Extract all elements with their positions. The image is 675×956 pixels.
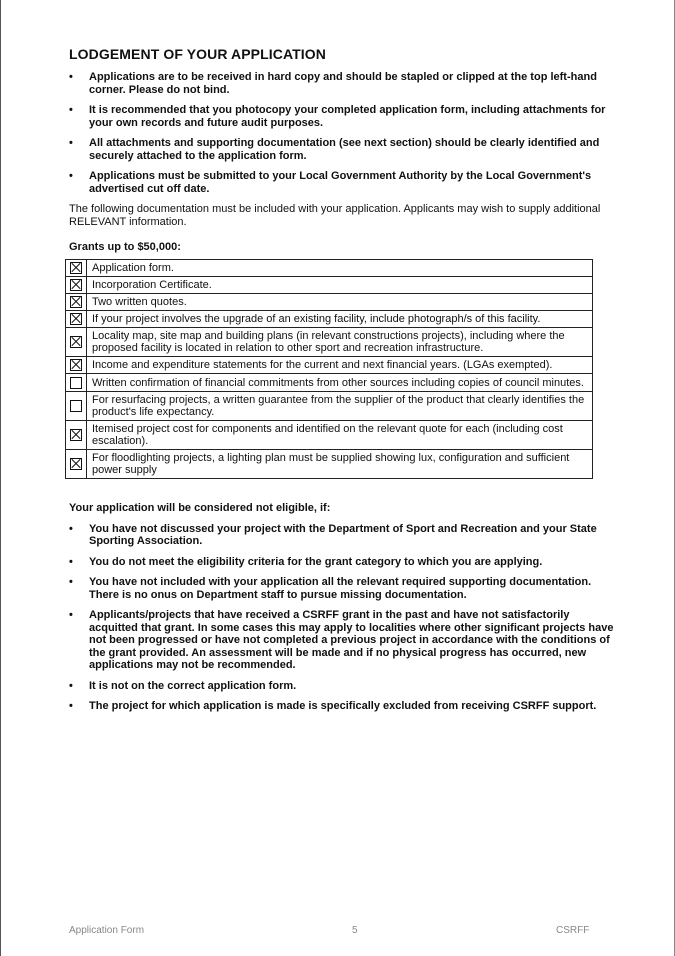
checked-box-icon[interactable] [70, 429, 82, 441]
checklist-row [66, 374, 593, 391]
checkbox-cell [66, 311, 87, 328]
checkbox-cell [66, 328, 87, 357]
lodgement-item: • Applications are to be received in hard copy and should be stapled or clipped at the top left-hand corner. Please do not bind. [69, 71, 614, 96]
checklist-item-text: Itemised project cost for components and identified on the relevant quote for each (including cost escalation). [87, 420, 593, 449]
checked-box-icon[interactable] [70, 279, 82, 291]
checkbox-cell [66, 374, 87, 391]
footer-form-name: Application Form [69, 925, 145, 936]
checklist-row [66, 294, 593, 311]
grants-heading: Grants up to $50,000: [69, 241, 181, 253]
checkbox-cell [66, 420, 87, 449]
checkbox-cell [66, 294, 87, 311]
checklist-item-text: Two written quotes. [87, 294, 593, 311]
ineligible-item: • You have not included with your application all the relevant required supporting documentation. There is no onus on Department staff to pursue missing documentation. [69, 576, 614, 601]
ineligible-item: • Applicants/projects that have received a CSRFF grant in the past and have not satisfactorily acquitted that grant. In some cases this may apply to localities where other significant projects have not been progressed or have not completed a previous project in accordance with the conditions of the grant provided. An assessment will be made and if no physical progress has occurred, new applications may not be recommended. [69, 609, 614, 672]
checked-box-icon[interactable] [70, 313, 82, 325]
checkbox-cell [66, 277, 87, 294]
footer-program-name: CSRFF [556, 925, 590, 936]
ineligible-heading: Your application will be considered not eligible, if: [69, 501, 331, 514]
checkbox-cell [66, 260, 87, 277]
checklist-item-text: Application form. [87, 260, 593, 277]
page-left-edge [0, 0, 1, 956]
page-heading: LODGEMENT OF YOUR APPLICATION [69, 46, 326, 62]
ineligible-item: • You do not meet the eligibility criteria for the grant category to which you are applying. [69, 556, 614, 569]
checklist-item-text: For resurfacing projects, a written guarantee from the supplier of the product that clearly identifies the product's life expectancy. [87, 391, 593, 420]
checklist-row [66, 420, 593, 449]
checked-box-icon[interactable] [70, 336, 82, 348]
checked-box-icon[interactable] [70, 458, 82, 470]
document-body [69, 46, 614, 721]
checklist-row [66, 277, 593, 294]
checklist-item-text: Incorporation Certificate. [87, 277, 593, 294]
checklist-item-text: For floodlighting projects, a lighting plan must be supplied showing lux, configuration and sufficient power supply [87, 449, 593, 478]
checked-box-icon[interactable] [70, 296, 82, 308]
lodgement-item: • It is recommended that you photocopy your completed application form, including attachments for your own records and future audit purposes. [69, 104, 614, 129]
lodgement-item: • Applications must be submitted to your Local Government Authority by the Local Government's advertised cut off date. [69, 170, 614, 195]
checklist-row [66, 260, 593, 277]
checklist-item-text: Income and expenditure statements for the current and next financial years. (LGAs exempted). [87, 357, 593, 374]
checklist-row [66, 311, 593, 328]
ineligible-item: • It is not on the correct application form. [69, 680, 614, 693]
documentation-checklist [65, 259, 593, 479]
checklist-row [66, 357, 593, 374]
intro-paragraph: The following documentation must be included with your application. Applicants may wish to supply additional RELEVANT information. [69, 203, 601, 228]
page-number: 5 [352, 925, 358, 936]
checkbox-cell [66, 449, 87, 478]
checklist-row [66, 328, 593, 357]
ineligible-item: • You have not discussed your project with the Department of Sport and Recreation and your State Sporting Association. [69, 523, 614, 548]
checklist-item-text: If your project involves the upgrade of an existing facility, include photograph/s of this facility. [87, 311, 593, 328]
checklist-row [66, 391, 593, 420]
lodgement-item: • All attachments and supporting documentation (see next section) should be clearly identified and securely attached to the application form. [69, 137, 614, 162]
empty-box-icon[interactable] [70, 400, 82, 412]
lodgement-list [69, 71, 614, 195]
ineligible-list [69, 523, 614, 713]
checklist-row [66, 449, 593, 478]
checklist-item-text: Written confirmation of financial commitments from other sources including copies of council minutes. [87, 374, 593, 391]
checked-box-icon[interactable] [70, 262, 82, 274]
checklist-item-text: Locality map, site map and building plans (in relevant constructions projects), including where the proposed facility is located in relation to other sport and recreation infrastructure. [87, 328, 593, 357]
checkbox-cell [66, 391, 87, 420]
checkbox-cell [66, 357, 87, 374]
empty-box-icon[interactable] [70, 377, 82, 389]
checked-box-icon[interactable] [70, 359, 82, 371]
ineligible-item: • The project for which application is made is specifically excluded from receiving CSRFF support. [69, 700, 614, 713]
